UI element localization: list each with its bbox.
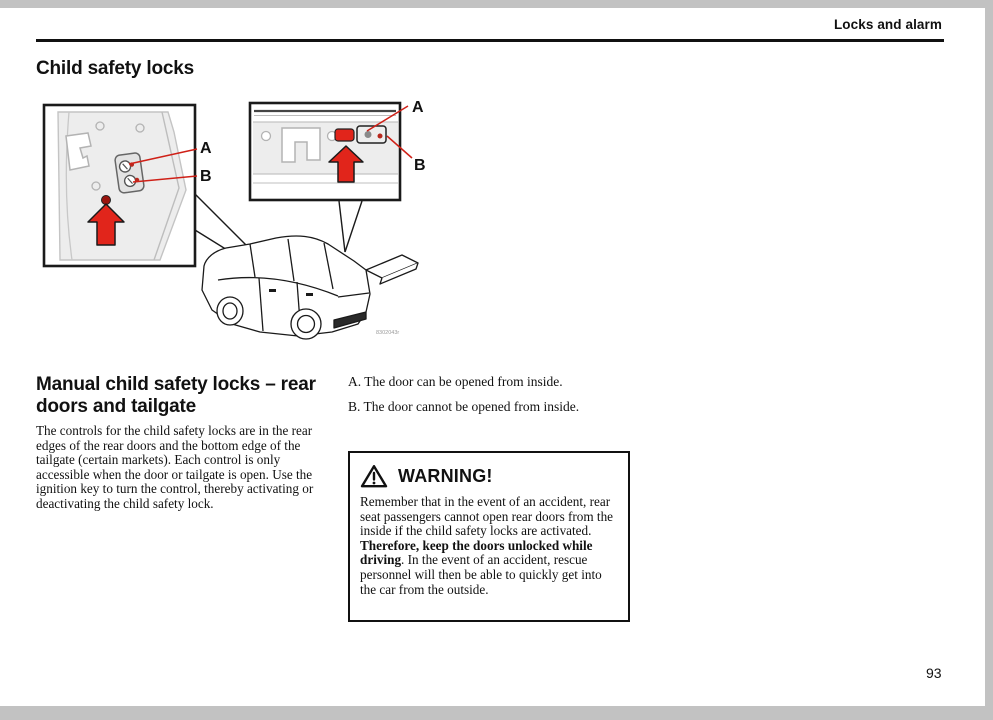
warning-triangle-icon — [360, 464, 388, 489]
tailgate-label-b: B — [414, 157, 426, 174]
chapter-header: Locks and alarm — [833, 17, 942, 32]
section-heading: Manual child safety locks – rear doors and tailgate — [36, 374, 316, 417]
rear-door-inset — [44, 105, 212, 266]
door-label-b: B — [200, 168, 212, 185]
warning-body-post: . In the event of an accident, rescue personnel will then be able to quickly get into the car from the outside. — [360, 552, 602, 597]
figure-child-safety-locks — [36, 98, 460, 346]
section-body-text: The controls for the child safety locks are in the rear edges of the rear doors and the bottom edge of the tailgate (certain markets). Each control is only accessible when the door or tailgate is open. Use the ignition key to turn the control, thereby activating or deactivating the child safety lock. — [36, 423, 314, 511]
keyhole-dot — [102, 196, 111, 205]
tailgate-lock-control — [335, 126, 386, 143]
figure-svg — [36, 98, 460, 346]
page-title: Child safety locks — [36, 58, 194, 79]
page-number: 93 — [926, 665, 942, 681]
tailgate-inset — [250, 99, 426, 200]
tailgate-label-a: A — [412, 99, 424, 116]
door-label-a: A — [200, 140, 212, 157]
warning-box — [348, 451, 630, 622]
page-frame-bottom — [0, 706, 993, 720]
warning-body-text — [360, 495, 619, 597]
page-frame-top — [0, 0, 993, 8]
warning-header — [360, 464, 628, 489]
figure-code: 8302043r — [376, 330, 400, 336]
car-illustration — [202, 236, 418, 339]
warning-body-pre: Remember that in the event of an accident, rear seat passengers cannot open rear doors from the inside if the child safety locks are activated. — [360, 494, 614, 539]
header-rule — [36, 39, 944, 42]
door-lock-control — [114, 152, 144, 193]
legend-item-b: B. The door cannot be opened from inside. — [348, 399, 580, 414]
warning-title: WARNING! — [398, 466, 493, 486]
page-frame-right — [985, 0, 993, 720]
warning-body-bold: Therefore, keep the doors unlocked while driving — [360, 537, 593, 568]
legend-item-a: A. The door can be opened from inside. — [348, 374, 563, 389]
